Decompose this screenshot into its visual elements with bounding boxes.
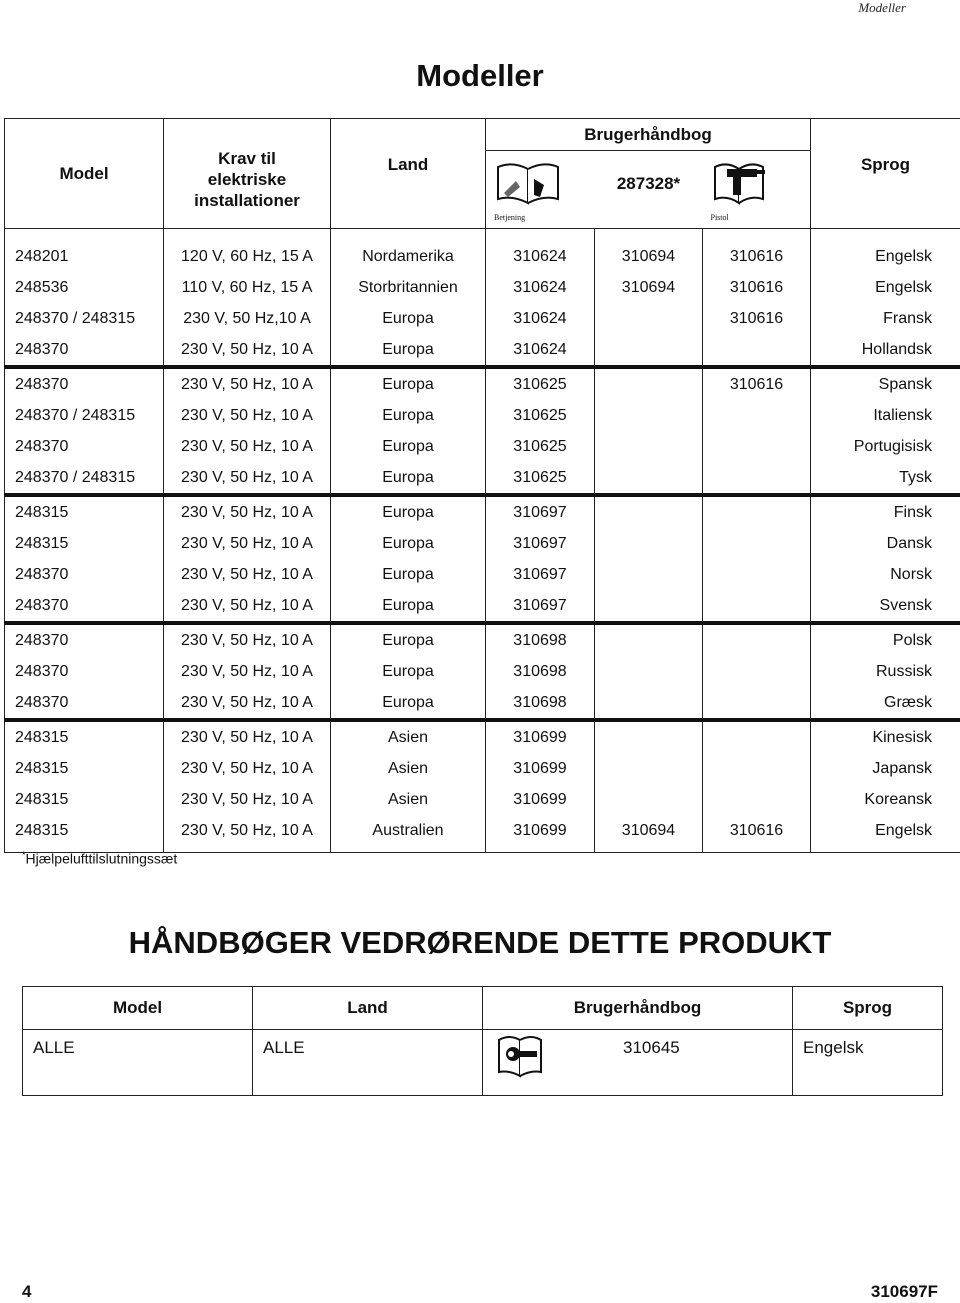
cell-b1: 310699 (486, 784, 595, 815)
cell-b1: 310698 (486, 656, 595, 687)
cell-sprog: Engelsk (811, 229, 960, 273)
cell-b2 (595, 303, 703, 334)
cell-b3 (703, 559, 811, 590)
table-row (5, 753, 960, 784)
cell-krav: 230 V, 50 Hz,10 A (164, 303, 331, 334)
spray-gun-icon (711, 159, 771, 209)
cell-model: 248315 (5, 495, 164, 528)
cell-sprog: Græsk (811, 687, 960, 720)
cell-sprog: Portugisisk (811, 431, 960, 462)
cell-b3 (703, 334, 811, 367)
cell-b1: 310697 (486, 559, 595, 590)
cell-b3 (703, 400, 811, 431)
cell-b2 (595, 431, 703, 462)
cell-b3 (703, 720, 811, 753)
cell-sprog: Spansk (811, 367, 960, 400)
page-number: 4 (22, 1282, 32, 1301)
cell-sprog: Fransk (811, 303, 960, 334)
cell-krav: 230 V, 50 Hz, 10 A (164, 656, 331, 687)
cell-model: 248370 (5, 431, 164, 462)
cell-krav: 230 V, 50 Hz, 10 A (164, 400, 331, 431)
cell-b3 (703, 431, 811, 462)
cell-b1: 310624 (486, 334, 595, 367)
cell-b3 (703, 687, 811, 720)
cell-b1: 310697 (486, 590, 595, 623)
cell-krav: 230 V, 50 Hz, 10 A (164, 815, 331, 853)
betjening-label: Betjening (494, 213, 526, 222)
cell-sprog: Russisk (811, 656, 960, 687)
cell-krav: 230 V, 50 Hz, 10 A (164, 590, 331, 623)
cell-b1: 310625 (486, 431, 595, 462)
cell-b3 (703, 656, 811, 687)
cell-sprog: Engelsk (811, 815, 960, 853)
cell-b3 (703, 784, 811, 815)
manuals-sprog: Engelsk (793, 1030, 943, 1096)
cell-land: Asien (331, 784, 486, 815)
cell-b1: 310625 (486, 367, 595, 400)
cell-krav: 230 V, 50 Hz, 10 A (164, 367, 331, 400)
cell-krav: 230 V, 50 Hz, 10 A (164, 431, 331, 462)
cell-land: Europa (331, 462, 486, 495)
cell-land: Europa (331, 400, 486, 431)
manuals-header-sprog: Sprog (793, 987, 943, 1030)
cell-krav: 230 V, 50 Hz, 10 A (164, 528, 331, 559)
cell-krav: 230 V, 50 Hz, 10 A (164, 720, 331, 753)
cell-land: Europa (331, 528, 486, 559)
cell-b2 (595, 623, 703, 656)
cell-land: Europa (331, 303, 486, 334)
cell-b2: 310694 (595, 815, 703, 853)
header-pistol-cell (703, 151, 811, 229)
cell-b2 (595, 367, 703, 400)
cell-b2 (595, 462, 703, 495)
cell-b2 (595, 784, 703, 815)
cell-model: 248370 (5, 687, 164, 720)
table-row (5, 687, 960, 720)
table-row (5, 495, 960, 528)
cell-land: Europa (331, 367, 486, 400)
cell-model: 248370 (5, 590, 164, 623)
header-krav-label: Krav til elektriske installationer (194, 149, 300, 210)
cell-land: Australien (331, 815, 486, 853)
page-title: Modeller (416, 58, 544, 93)
cell-b1: 310699 (486, 815, 595, 853)
cell-sprog: Hollandsk (811, 334, 960, 367)
running-header: Modeller (858, 0, 906, 15)
cell-b1: 310698 (486, 623, 595, 656)
manuals-header-land: Land (253, 987, 483, 1030)
cell-sprog: Kinesisk (811, 720, 960, 753)
header-betjening-cell (486, 151, 595, 229)
cell-b3 (703, 528, 811, 559)
cell-b2 (595, 400, 703, 431)
table-row (5, 784, 960, 815)
cell-model: 248315 (5, 753, 164, 784)
table-row (5, 656, 960, 687)
cell-model: 248315 (5, 720, 164, 753)
cell-b2 (595, 720, 703, 753)
cell-b1: 310699 (486, 753, 595, 784)
cell-land: Asien (331, 720, 486, 753)
cell-krav: 110 V, 60 Hz, 15 A (164, 272, 331, 303)
cell-land: Europa (331, 590, 486, 623)
header-land: Land (331, 119, 486, 229)
cell-model: 248370 (5, 623, 164, 656)
cell-krav: 230 V, 50 Hz, 10 A (164, 559, 331, 590)
manuals-model: ALLE (23, 1030, 253, 1096)
cell-sprog: Polsk (811, 623, 960, 656)
cell-b1: 310624 (486, 272, 595, 303)
cell-model: 248370 (5, 656, 164, 687)
models-table-body (5, 229, 960, 853)
cell-b3: 310616 (703, 229, 811, 273)
cell-sprog: Engelsk (811, 272, 960, 303)
cell-land: Europa (331, 559, 486, 590)
cell-b1: 310699 (486, 720, 595, 753)
manuals-table (22, 986, 943, 1096)
wrench-icon (497, 1034, 545, 1078)
manuals-header-model: Model (23, 987, 253, 1030)
cell-b3 (703, 462, 811, 495)
cell-model: 248315 (5, 815, 164, 853)
cell-b1: 310625 (486, 400, 595, 431)
document-number: 310697F (870, 1282, 938, 1301)
cell-model: 248370 / 248315 (5, 462, 164, 495)
cell-model: 248370 (5, 559, 164, 590)
cell-sprog: Japansk (811, 753, 960, 784)
manuals-land: ALLE (253, 1030, 483, 1096)
table-row (5, 559, 960, 590)
cell-model: 248315 (5, 784, 164, 815)
table-row (5, 462, 960, 495)
cell-krav: 230 V, 50 Hz, 10 A (164, 495, 331, 528)
section-title: HÅNDBØGER VEDRØRENDE DETTE PRODUKT (128, 925, 832, 960)
cell-b3: 310616 (703, 367, 811, 400)
cell-b1: 310624 (486, 229, 595, 273)
cell-land: Europa (331, 656, 486, 687)
cell-b3 (703, 590, 811, 623)
table-row (5, 272, 960, 303)
cell-b2 (595, 334, 703, 367)
table-row (5, 400, 960, 431)
cell-sprog: Koreansk (811, 784, 960, 815)
cell-b1: 310697 (486, 495, 595, 528)
cell-b3 (703, 495, 811, 528)
cell-land: Storbritannien (331, 272, 486, 303)
book-hand-icon (494, 159, 564, 209)
header-287328: 287328* (595, 151, 703, 229)
cell-sprog: Finsk (811, 495, 960, 528)
cell-b2: 310694 (595, 272, 703, 303)
header-krav (164, 119, 331, 229)
manuals-header-brugerhaandbog: Brugerhåndbog (483, 987, 793, 1030)
table-row (5, 590, 960, 623)
cell-krav: 230 V, 50 Hz, 10 A (164, 334, 331, 367)
cell-land: Europa (331, 495, 486, 528)
cell-land: Europa (331, 334, 486, 367)
cell-sprog: Dansk (811, 528, 960, 559)
cell-model: 248370 (5, 334, 164, 367)
cell-b3: 310616 (703, 272, 811, 303)
manuals-brugerhaandbog-cell (483, 1030, 793, 1096)
cell-land: Europa (331, 623, 486, 656)
cell-model: 248370 / 248315 (5, 400, 164, 431)
cell-b1: 310697 (486, 528, 595, 559)
cell-b2 (595, 753, 703, 784)
footnote-marker: * (22, 850, 26, 860)
cell-b2 (595, 495, 703, 528)
manuals-brugerhaandbog: 310645 (623, 1038, 680, 1057)
cell-model: 248370 / 248315 (5, 303, 164, 334)
table-row (5, 623, 960, 656)
cell-b2 (595, 590, 703, 623)
table-row (5, 720, 960, 753)
cell-b2: 310694 (595, 229, 703, 273)
table-row (5, 528, 960, 559)
table-row (5, 431, 960, 462)
header-sprog: Sprog (811, 119, 960, 229)
cell-b3 (703, 623, 811, 656)
cell-sprog: Tysk (811, 462, 960, 495)
header-brugerhaandbog: Brugerhåndbog (486, 119, 811, 151)
table-row (5, 303, 960, 334)
cell-land: Europa (331, 687, 486, 720)
cell-krav: 230 V, 50 Hz, 10 A (164, 462, 331, 495)
cell-b2 (595, 528, 703, 559)
cell-b2 (595, 687, 703, 720)
cell-b3: 310616 (703, 303, 811, 334)
cell-model: 248315 (5, 528, 164, 559)
cell-krav: 230 V, 50 Hz, 10 A (164, 623, 331, 656)
table-row (5, 334, 960, 367)
cell-krav: 230 V, 50 Hz, 10 A (164, 687, 331, 720)
cell-b2 (595, 559, 703, 590)
cell-b1: 310624 (486, 303, 595, 334)
cell-model: 248536 (5, 272, 164, 303)
header-model: Model (5, 119, 164, 229)
cell-b1: 310625 (486, 462, 595, 495)
cell-b1: 310698 (486, 687, 595, 720)
pistol-label: Pistol (710, 213, 729, 222)
cell-krav: 230 V, 50 Hz, 10 A (164, 753, 331, 784)
cell-land: Nordamerika (331, 229, 486, 273)
cell-sprog: Norsk (811, 559, 960, 590)
cell-krav: 230 V, 50 Hz, 10 A (164, 784, 331, 815)
cell-model: 248370 (5, 367, 164, 400)
cell-b2 (595, 656, 703, 687)
footnote-text: Hjælpelufttilslutningssæt (25, 850, 178, 867)
table-row (5, 367, 960, 400)
cell-b3 (703, 753, 811, 784)
table-row (5, 229, 960, 273)
footnote (22, 850, 177, 867)
models-table (4, 118, 960, 853)
cell-land: Europa (331, 431, 486, 462)
cell-sprog: Svensk (811, 590, 960, 623)
cell-b3: 310616 (703, 815, 811, 853)
cell-sprog: Italiensk (811, 400, 960, 431)
cell-land: Asien (331, 753, 486, 784)
cell-krav: 120 V, 60 Hz, 15 A (164, 229, 331, 273)
cell-model: 248201 (5, 229, 164, 273)
table-row (5, 815, 960, 853)
